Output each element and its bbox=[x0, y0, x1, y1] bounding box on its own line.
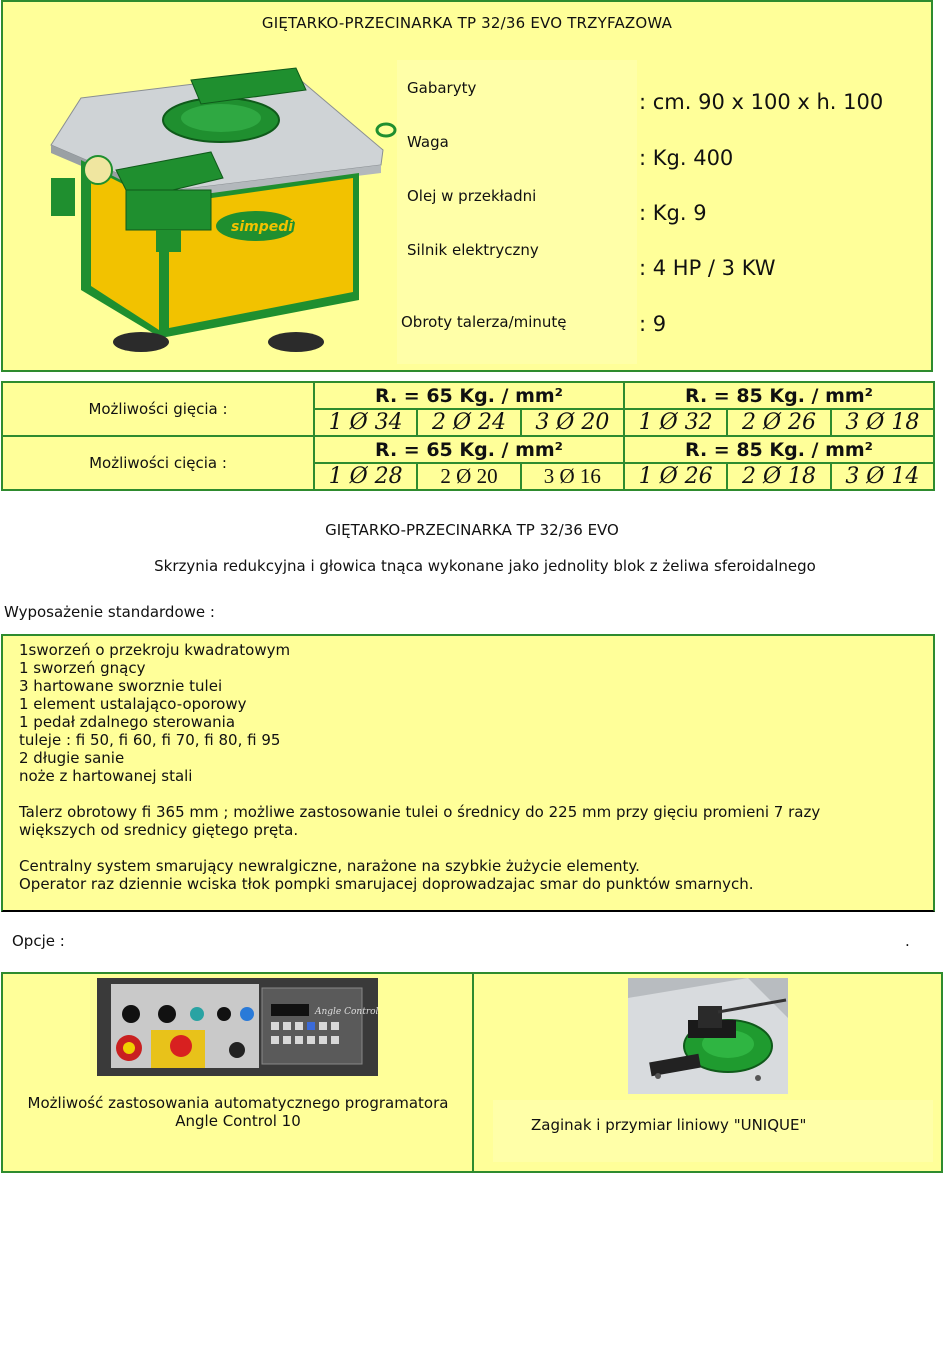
spec-value-oil: : Kg. 9 bbox=[639, 201, 707, 225]
equipment-item: 2 długie sanie bbox=[19, 749, 125, 767]
cutting-r65-cell: 3 Ø 16 bbox=[521, 463, 624, 490]
spec-value-weight: : Kg. 400 bbox=[639, 146, 734, 170]
brand-logo-text: simpedil bbox=[231, 219, 298, 235]
unique-bender-photo bbox=[628, 978, 788, 1094]
equipment-paragraph-line: Talerz obrotowy fi 365 mm ; możliwe zastosowanie tulei o średnicy do 225 mm przy gięciu promieni 7 razy bbox=[19, 803, 821, 821]
bending-r85-cell: 1 Ø 32 bbox=[624, 409, 727, 436]
equipment-item: 3 hartowane sworznie tulei bbox=[19, 677, 223, 695]
section-title: GIĘTARKO-PRZECINARKA TP 32/36 EVO bbox=[325, 521, 619, 539]
spec-value-dimensions: : cm. 90 x 100 x h. 100 bbox=[639, 90, 884, 114]
equipment-heading: Wyposażenie standardowe : bbox=[4, 603, 215, 621]
spec-label-weight: Waga bbox=[407, 133, 449, 151]
equipment-item: tuleje : fi 50, fi 60, fi 70, fi 80, fi 95 bbox=[19, 731, 281, 749]
equipment-item: 1sworzeń o przekroju kwadratowym bbox=[19, 641, 291, 659]
bending-r65-cell: 2 Ø 24 bbox=[417, 409, 520, 436]
equipment-item: 1 element ustalająco-oporowy bbox=[19, 695, 247, 713]
product-title: GIĘTARKO-PRZECINARKA TP 32/36 EVO TRZYFAZOWA bbox=[261, 14, 673, 32]
cutting-r65-header: R. = 65 Kg. / mm² bbox=[314, 436, 624, 463]
cutting-r65-cell: 1 Ø 28 bbox=[314, 463, 417, 490]
spec-value-rpm: : 9 bbox=[639, 312, 667, 336]
equipment-item: 1 sworzeń gnący bbox=[19, 659, 146, 677]
equipment-item: 1 pedał zdalnego sterowania bbox=[19, 713, 236, 731]
spec-label-motor: Silnik elektryczny bbox=[407, 241, 539, 259]
bending-r65-cell: 1 Ø 34 bbox=[314, 409, 417, 436]
bending-r65-header: R. = 65 Kg. / mm² bbox=[314, 382, 624, 409]
bending-r85-cell: 2 Ø 26 bbox=[727, 409, 830, 436]
cutting-r65-cell: 2 Ø 20 bbox=[417, 463, 520, 490]
bending-r85-header: R. = 85 Kg. / mm² bbox=[624, 382, 934, 409]
cutting-r85-header: R. = 85 Kg. / mm² bbox=[624, 436, 934, 463]
equipment-paragraph-line: większych od srednicy giętego pręta. bbox=[19, 821, 299, 839]
cutting-label: Możliwości cięcia : bbox=[2, 436, 314, 490]
spec-value-motor: : 4 HP / 3 KW bbox=[639, 256, 776, 280]
equipment-item: noże z hartowanej stali bbox=[19, 767, 193, 785]
equipment-paragraph-line: Operator raz dziennie wciska tłok pompki smarujacej doprowadzajac smar do punktów smarnych. bbox=[19, 875, 754, 893]
options-panel bbox=[1, 972, 943, 1173]
spec-label-column bbox=[397, 60, 637, 364]
bending-label: Możliwości gięcia : bbox=[2, 382, 314, 436]
options-dot: . bbox=[905, 932, 910, 950]
option2-caption: Zaginak i przymiar liniowy "UNIQUE" bbox=[531, 1116, 807, 1134]
spec-label-dimensions: Gabaryty bbox=[407, 79, 477, 97]
options-heading: Opcje : bbox=[12, 932, 65, 950]
spec-label-oil: Olej w przekładni bbox=[407, 187, 537, 205]
option1-caption-line1: Możliwość zastosowania automatycznego programatora bbox=[27, 1094, 449, 1112]
option1-caption-line2: Angle Control 10 bbox=[175, 1112, 301, 1130]
spec-label-rpm: Obroty talerza/minutę bbox=[401, 313, 567, 331]
cutting-r85-cell: 1 Ø 26 bbox=[624, 463, 727, 490]
product-header-panel bbox=[1, 0, 933, 372]
bending-r85-cell: 3 Ø 18 bbox=[831, 409, 934, 436]
options-divider bbox=[472, 974, 474, 1171]
equipment-paragraph-line: Centralny system smarujący newralgiczne, narażone na szybkie żużycie elementy. bbox=[19, 857, 640, 875]
section-subtitle: Skrzynia redukcyjna i głowica tnąca wykonane jako jednolity blok z żeliwa sferoidalnego bbox=[154, 557, 816, 575]
cutting-r85-cell: 2 Ø 18 bbox=[727, 463, 830, 490]
angle-control-photo bbox=[97, 978, 378, 1076]
capabilities-table bbox=[1, 381, 935, 491]
bending-r65-cell: 3 Ø 20 bbox=[521, 409, 624, 436]
option1-caption bbox=[5, 1094, 471, 1130]
cutting-r85-cell: 3 Ø 14 bbox=[831, 463, 934, 490]
equipment-box bbox=[1, 634, 935, 912]
machine-photo bbox=[41, 60, 398, 364]
angle-control-brand: Angle Control bbox=[315, 1007, 378, 1017]
